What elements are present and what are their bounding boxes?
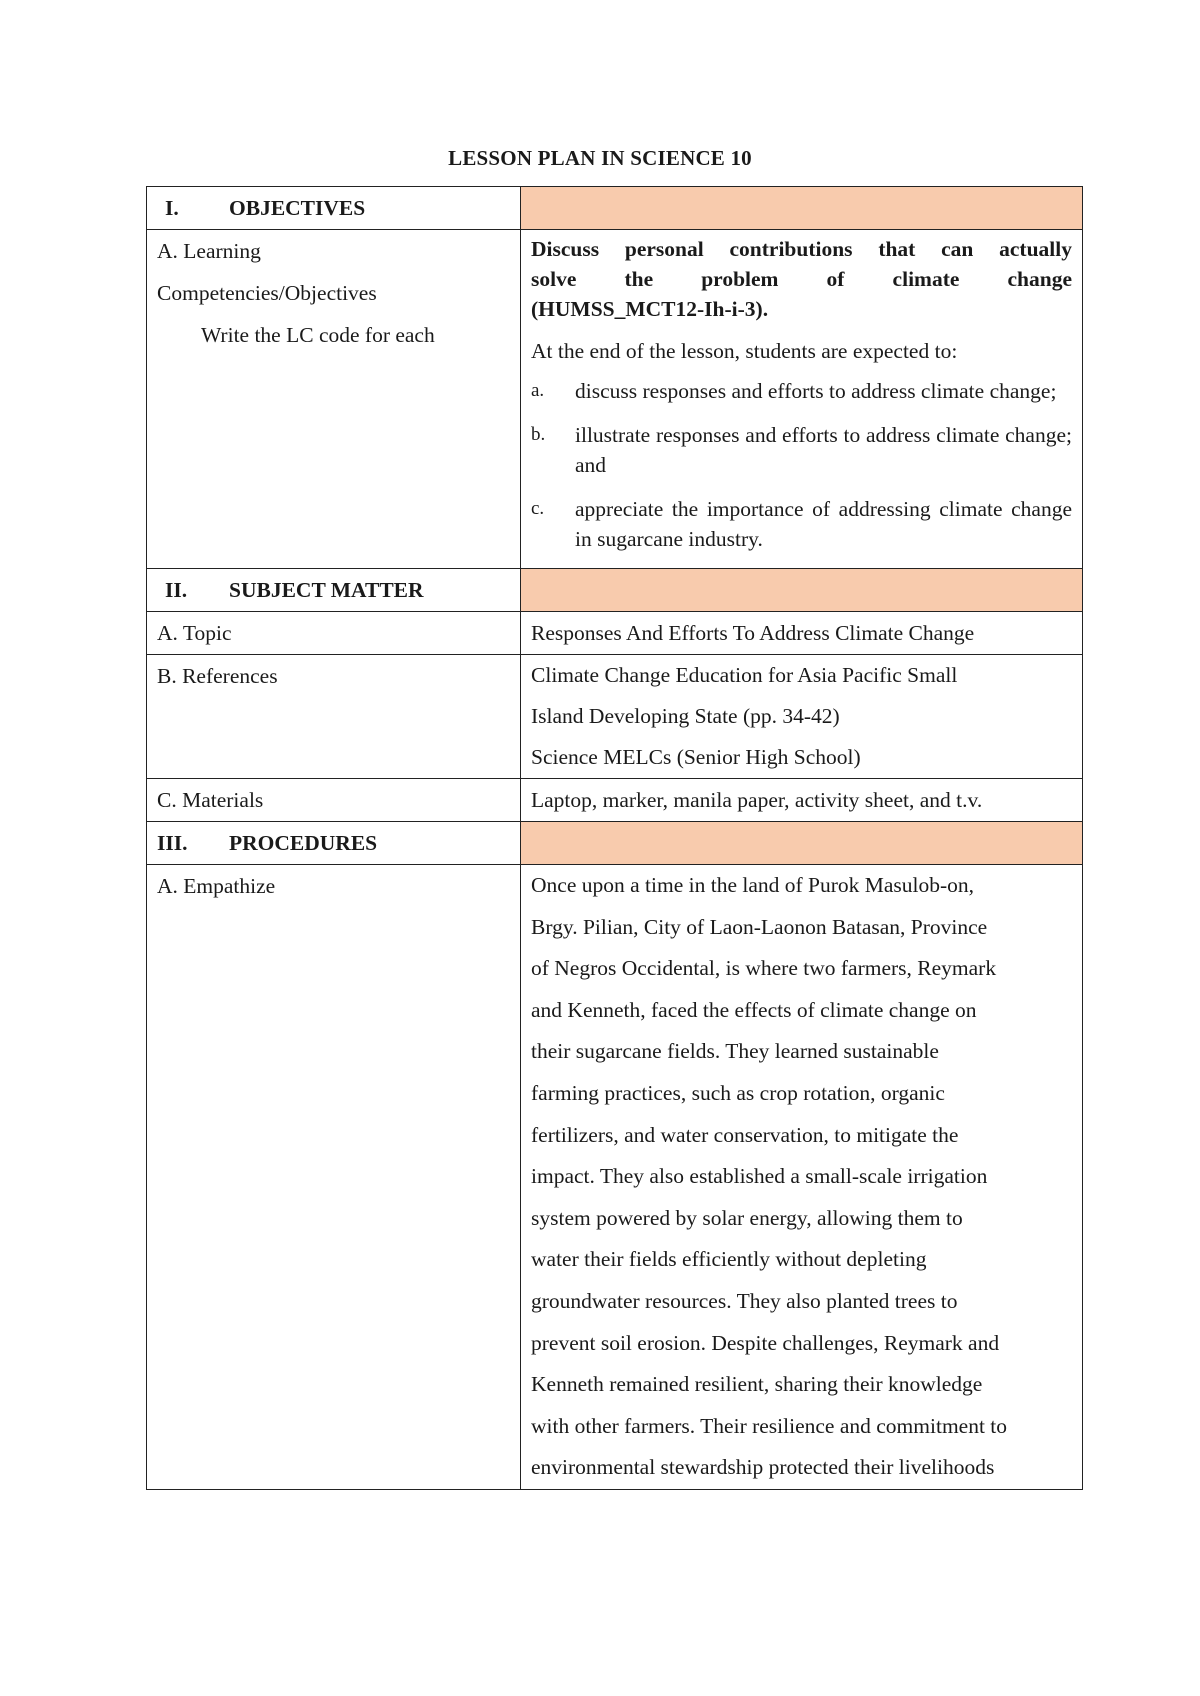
topic-label: A. Topic [147,612,521,655]
learning-label-line-2: Competencies/Objectives [157,281,377,305]
story-line: groundwater resources. They also planted trees to [531,1288,958,1313]
lesson-plan-table [146,186,1083,1490]
materials-row [147,779,1083,822]
story-line: Brgy. Pilian, City of Laon-Laonon Batasan, Province [531,914,988,939]
procedures-heading: PROCEDURES [229,831,378,855]
subject-matter-heading-cell [147,569,521,612]
references-row [147,655,1083,779]
story-line: Kenneth remained resilient, sharing their knowledge [531,1372,983,1397]
objective-item [531,376,1072,406]
subject-matter-heading: SUBJECT MATTER [229,578,424,602]
reference-line: Science MELCs (Senior High School) [531,745,861,769]
story-line: environmental stewardship protected their livelihoods [531,1455,995,1480]
learning-competencies-content-cell [521,230,1083,569]
objective-text: appreciate the importance of addressing climate change in sugarcane industry. [575,497,1072,551]
story-line: prevent soil erosion. Despite challenges, Reymark and [531,1330,1000,1355]
objective-text: discuss responses and efforts to address climate change; [575,379,1057,403]
objectives-numeral: I. [165,196,179,220]
story-line: of Negros Occidental, is where two farmers, Reymark [531,956,997,981]
objective-item [531,494,1072,554]
procedures-fill-cell [521,822,1083,865]
reference-line: Island Developing State (pp. 34-42) [531,704,840,728]
objective-letter: b. [531,424,546,445]
story-line: water their fields efficiently without depleting [531,1247,927,1272]
empathize-story-cell [521,865,1083,1490]
empathize-label: A. Empathize [147,865,521,1490]
procedures-heading-cell [147,822,521,865]
story-line: fertilizers, and water conservation, to mitigate the [531,1122,959,1147]
learning-competencies-row [147,230,1083,569]
topic-row [147,612,1083,655]
competency-statement [531,230,1072,324]
objectives-list [531,376,1072,554]
story-line: impact. They also established a small-scale irrigation [531,1164,988,1189]
objective-letter: c. [531,498,545,519]
subject-matter-numeral: II. [165,578,188,602]
empathize-row [147,865,1083,1490]
objectives-heading: OBJECTIVES [229,196,366,220]
story-line: with other farmers. Their resilience and commitment to [531,1413,1008,1438]
page-title: LESSON PLAN IN SCIENCE 10 [448,146,752,170]
materials-label: C. Materials [147,779,521,822]
learning-label-line-3: Write the LC code for each [201,323,435,347]
story-line: system powered by solar energy, allowing them to [531,1205,963,1230]
procedures-numeral: III. [157,831,188,855]
story-line: their sugarcane fields. They learned sustainable [531,1039,939,1064]
references-label: B. References [147,655,521,779]
references-value-cell [521,655,1083,779]
section-procedures [147,822,1083,865]
objective-text: illustrate responses and efforts to address climate change; and [575,423,1072,477]
objectives-fill-cell [521,187,1083,230]
learning-competencies-label-cell [147,230,521,569]
competency-line-1: Discuss personal contributions that can actually [531,237,1072,261]
objective-letter: a. [531,380,545,401]
section-subject-matter [147,569,1083,612]
reference-line: Climate Change Education for Asia Pacific Small [531,663,958,687]
objectives-intro: At the end of the lesson, students are expected to: [531,339,958,363]
topic-value: Responses And Efforts To Address Climate Change [521,612,1083,655]
objective-item [531,420,1072,480]
subject-matter-fill-cell [521,569,1083,612]
competency-line-2: solve the problem of climate change [531,267,1072,291]
story-line: Once upon a time in the land of Purok Masulob-on, [531,873,975,897]
story-line: and Kenneth, faced the effects of climate change on [531,997,977,1022]
section-objectives [147,187,1083,230]
story-line: farming practices, such as crop rotation, organic [531,1080,945,1105]
learning-label-line-1: A. Learning [157,239,261,263]
competency-line-3: (HUMSS_MCT12-Ih-i-3). [531,297,769,321]
objectives-heading-cell [147,187,521,230]
materials-value: Laptop, marker, manila paper, activity sheet, and t.v. [521,779,1083,822]
